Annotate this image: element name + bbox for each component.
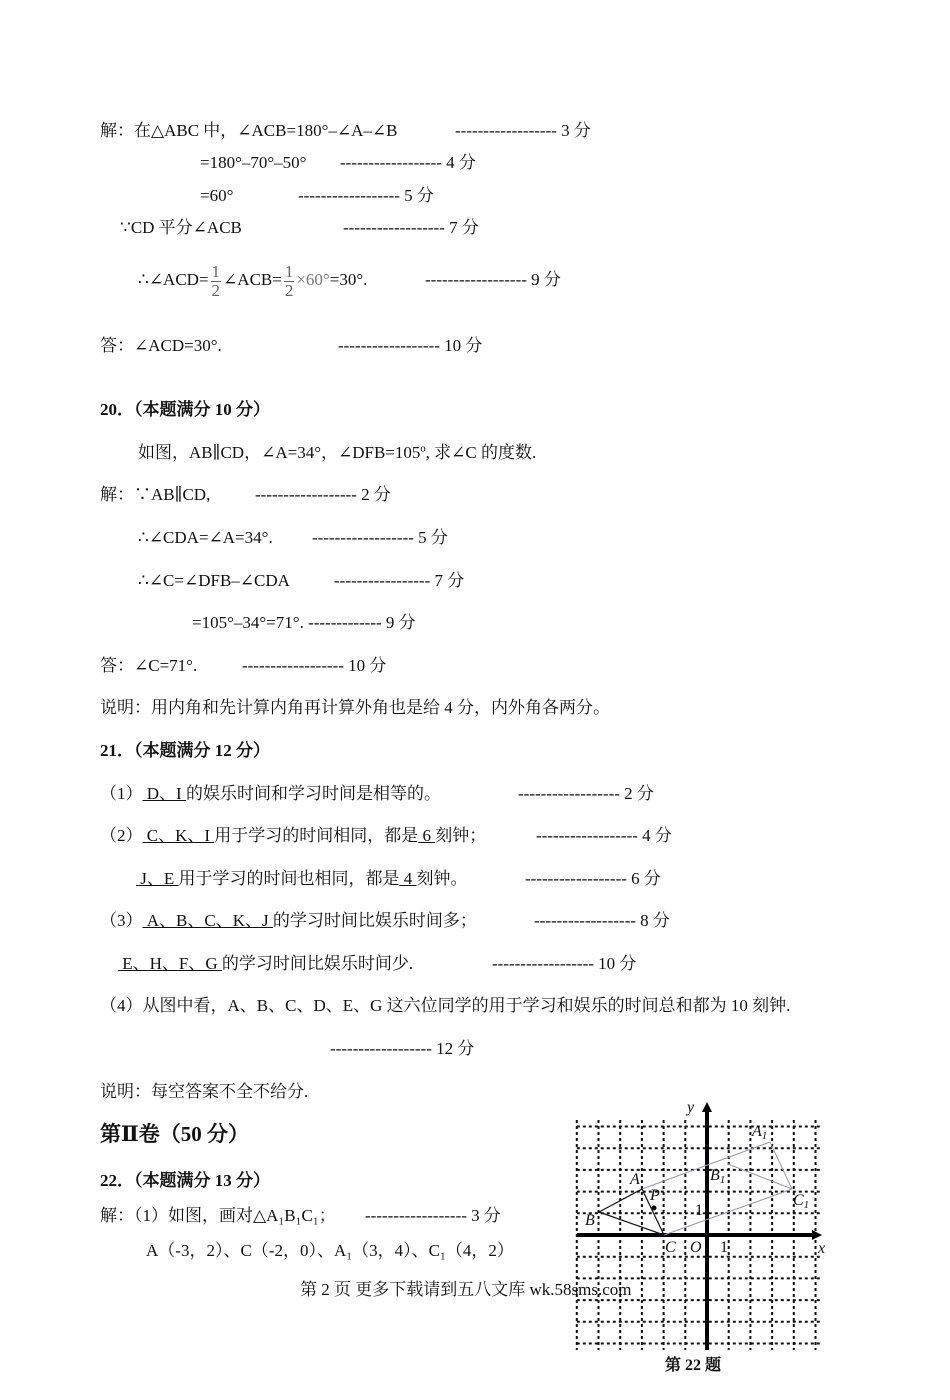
q19-line4: ∵CD 平分∠ACB [120, 218, 242, 237]
q20-score2: ------------------ 5 分 [312, 528, 448, 547]
q21-part3: （3） A、B、C、K、J 的学习时间比娱乐时间多； [100, 911, 477, 930]
label-a1: A1 [752, 1123, 768, 1142]
unit-y-label: 1 [695, 1202, 703, 1219]
q21-part2b: J、E 用于学习的时间也相同，都是 4 刻钟。 [136, 869, 468, 888]
q19-score2: ------------------ 4 分 [340, 153, 476, 172]
label-c: C [665, 1239, 676, 1256]
figure-caption: 第 22 题 [665, 1357, 722, 1374]
page-footer: 第 2 页 更多下载请到五八文库 wk.58sms.com [300, 1280, 632, 1299]
q20-note: 说明：用内角和先计算内角再计算外角也是给 4 分，内外角各两分。 [100, 698, 610, 717]
q21-score5: ------------------ 10 分 [492, 954, 637, 973]
q20-answer: 答：∠C=71°. [100, 656, 198, 675]
fraction: $\frac{1}{2}$ [284, 261, 294, 300]
q21-score4: ------------------ 8 分 [534, 911, 670, 930]
y-arrow-icon [702, 1102, 712, 1112]
q21-part4: （4）从图中看，A、B、C、D、E、G 这六位同学的用于学习和娱乐的时间总和都为 10 刻钟. [100, 996, 791, 1015]
q20-line1: 解：∵AB∥CD, [100, 485, 211, 504]
q20-line2: ∴∠CDA=∠A=34°. [138, 528, 273, 547]
x-label: x [818, 1240, 826, 1257]
q21-score6: ------------------ 12 分 [330, 1039, 475, 1058]
q21-score3: ------------------ 6 分 [525, 869, 661, 888]
q22-title: 22．（本题满分 13 分） [100, 1171, 270, 1190]
label-b1: B1 [710, 1167, 726, 1186]
q19-score6: ------------------ 10 分 [338, 336, 483, 355]
q20-prompt: 如图，AB∥CD，∠A=34°，∠DFB=105º, 求∠C 的度数. [138, 443, 537, 462]
q20-score5: ------------------ 10 分 [242, 656, 387, 675]
q19-line2: =180°–70°–50° [200, 153, 307, 172]
point-p [652, 1206, 657, 1211]
q19-line5: ∴∠ACD= $\frac{1}{2}$ ∠ACB= $\frac{1}{2}$ ×60°=30°. [138, 261, 368, 300]
part2-title: 第Ⅱ卷（50 分） [100, 1122, 249, 1146]
q19-line1: 解：在△ABC 中，∠ACB=180°–∠A–∠B [100, 121, 398, 140]
q20-score1: ------------------ 2 分 [255, 485, 391, 504]
q21-note: 说明：每空答案不全不给分. [100, 1082, 309, 1101]
y-label: y [687, 1099, 695, 1116]
label-a: A [630, 1171, 640, 1188]
q20-line3: ∴∠C=∠DFB–∠CDA [138, 571, 290, 590]
q19-score3: ------------------ 5 分 [298, 186, 434, 205]
q22-score1: ------------------ 3 分 [365, 1206, 501, 1225]
q21-score2: ------------------ 4 分 [536, 826, 672, 845]
q19-line3: =60° [200, 186, 234, 205]
q19-score4: ------------------ 7 分 [343, 218, 479, 237]
q21-title: 21．（本题满分 12 分） [100, 741, 270, 760]
q20-score3: ----------------- 7 分 [334, 571, 465, 590]
q19-score5: ------------------ 9 分 [425, 270, 561, 289]
q21-part3b: E、H、F、G 的学习时间比娱乐时间少. [118, 954, 414, 973]
q19-answer: 答：∠ACD=30°. [100, 336, 222, 355]
q22-line1: 解：（1）如图，画对△A₁B₁C₁； [100, 1206, 336, 1225]
q21-score1: ------------------ 2 分 [518, 784, 654, 803]
label-c1: C1 [793, 1192, 810, 1211]
label-b: B [585, 1212, 595, 1229]
q21-part1: （1） D、I 的娱乐时间和学习时间是相等的。 [100, 784, 441, 803]
q21-part2: （2） C、K、I 用于学习的时间相同，都是 6 刻钟； [100, 826, 487, 845]
label-p: P [650, 1187, 660, 1204]
unit-x-label: 1 [720, 1239, 728, 1256]
q22-line2: A（-3，2）、C（-2，0）、A₁（3，4）、C₁（4，2） [146, 1241, 514, 1260]
fraction: $\frac{1}{2}$ [211, 261, 221, 300]
q20-title: 20．（本题满分 10 分） [100, 400, 270, 419]
q19-score1: ------------------ 3 分 [455, 121, 591, 140]
coordinate-figure [570, 1090, 830, 1380]
x-arrow-icon [812, 1230, 822, 1240]
q20-line4: =105°–34°=71°. ------------- 9 分 [192, 613, 416, 632]
origin-label: O [690, 1239, 702, 1256]
